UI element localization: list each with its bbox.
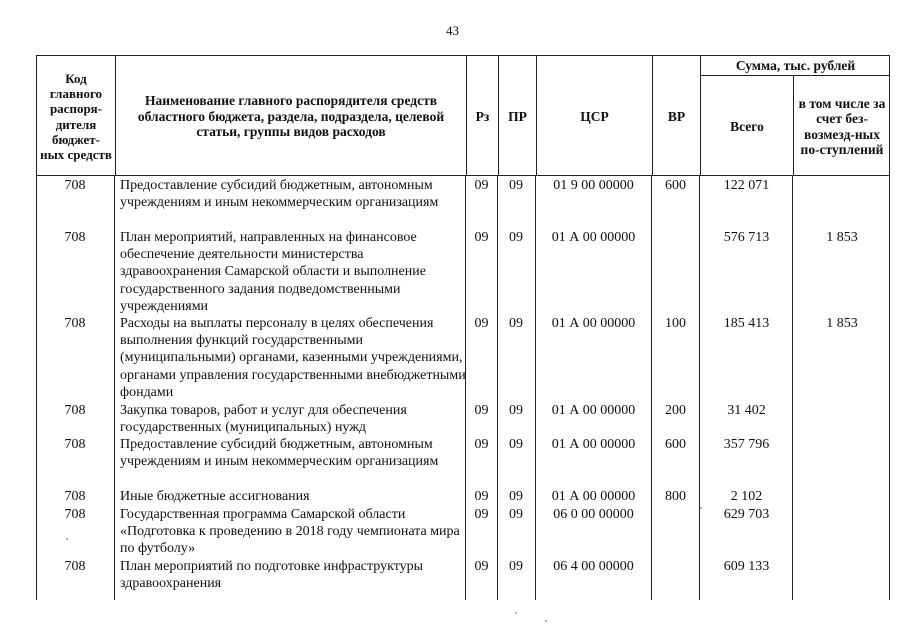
cell-csr: 01 А 00 00000 xyxy=(551,403,636,418)
cell-rz: 09 xyxy=(474,489,489,504)
cell-csr: 01 А 00 00000 xyxy=(551,230,636,245)
cell-pr: 09 xyxy=(509,489,523,504)
cell-total: 629 703 xyxy=(723,507,770,522)
header-rz: Рз xyxy=(475,108,490,124)
cell-code: 708 xyxy=(64,559,86,574)
cell-code: 708 xyxy=(64,437,86,452)
cell-code: 708 xyxy=(64,178,86,193)
cell-vr: 600 xyxy=(665,178,686,193)
cell-rz: 09 xyxy=(474,403,489,418)
cell-name: Предоставление субсидий бюджетным, автономным учреждениям и иным некоммерческим организациям xyxy=(120,437,439,470)
cell-name: Расходы на выплаты персоналу в целях обеспечения выполнения функций государственными (муниципальными) органами, казенными учреждениями, органами управления государственными внебюджетными фондами xyxy=(120,316,466,400)
scan-speck xyxy=(515,612,517,614)
header-name: Наименование главного распорядителя средств областного бюджета, раздела, подраздела, целевой статьи, группы видов расходов xyxy=(137,93,445,140)
cell-csr: 06 0 00 00000 xyxy=(553,507,634,522)
cell-vr: 600 xyxy=(665,437,686,452)
cell-pr: 09 xyxy=(509,437,523,452)
cell-code: 708 xyxy=(64,230,86,245)
header-vr: ВР xyxy=(667,108,686,124)
cell-vr: 800 xyxy=(665,489,686,504)
cell-name: План мероприятий по подготовке инфраструктуры здравоохранения xyxy=(120,559,424,592)
cell-free: 1 853 xyxy=(826,230,858,245)
cell-total: 576 713 xyxy=(723,230,770,245)
cell-total: 31 402 xyxy=(727,403,766,418)
header-total: Всего xyxy=(730,118,764,134)
cell-total: 609 133 xyxy=(723,559,770,574)
table-header xyxy=(36,55,890,176)
cell-pr: 09 xyxy=(509,178,523,193)
cell-pr: 09 xyxy=(509,230,523,245)
cell-pr: 09 xyxy=(509,507,523,522)
cell-csr: 06 4 00 00000 xyxy=(553,559,634,574)
cell-name: Иные бюджетные ассигнования xyxy=(120,489,310,504)
header-free: в том числе за счет без-возмезд-ных по-ступлений xyxy=(798,95,886,157)
cell-rz: 09 xyxy=(474,559,489,574)
cell-vr: 200 xyxy=(665,403,686,418)
scan-speck xyxy=(545,620,547,622)
cell-csr: 01 А 00 00000 xyxy=(551,437,636,452)
cell-code: 708 xyxy=(64,316,86,331)
header-csr: ЦСР xyxy=(580,108,609,124)
cell-total: 2 102 xyxy=(730,489,763,504)
header-sum-group: Сумма, тыс. рублей xyxy=(735,57,856,73)
cell-vr: 100 xyxy=(665,316,686,331)
header-pr: ПР xyxy=(508,108,527,124)
cell-name: План мероприятий, направленных на финансовое обеспечение деятельности министерства здравоохранения Самарской области и выполнение государственного задания подведомственными учреждениями xyxy=(120,230,426,314)
cell-csr: 01 А 00 00000 xyxy=(551,489,636,504)
cell-name: Государственная программа Самарской области «Подготовка к проведению в 2018 году чемпионата мира по футболу» xyxy=(120,507,460,557)
cell-total: 357 796 xyxy=(723,437,770,452)
cell-code: 708 xyxy=(64,403,86,418)
cell-rz: 09 xyxy=(474,230,489,245)
cell-name: Закупка товаров, работ и услуг для обеспечения государственных (муниципальных) нужд xyxy=(120,403,407,436)
cell-total: 185 413 xyxy=(723,316,770,331)
cell-rz: 09 xyxy=(474,507,489,522)
scan-speck xyxy=(66,538,68,540)
cell-csr: 01 9 00 00000 xyxy=(553,178,634,193)
cell-pr: 09 xyxy=(509,316,523,331)
cell-pr: 09 xyxy=(509,559,523,574)
cell-free: 1 853 xyxy=(826,316,858,331)
cell-code: 708 xyxy=(64,507,86,522)
cell-code: 708 xyxy=(64,489,86,504)
page-number: 43 xyxy=(446,23,459,38)
body-divider xyxy=(114,176,115,600)
cell-pr: 09 xyxy=(509,403,523,418)
header-code: Код главного распоря-дителя бюджет-ных средств xyxy=(40,70,112,163)
cell-total: 122 071 xyxy=(723,178,770,193)
scan-speck xyxy=(700,507,702,509)
cell-name: Предоставление субсидий бюджетным, автономным учреждениям и иным некоммерческим организациям xyxy=(120,178,439,211)
cell-rz: 09 xyxy=(474,178,489,193)
cell-rz: 09 xyxy=(474,437,489,452)
cell-rz: 09 xyxy=(474,316,489,331)
cell-csr: 01 А 00 00000 xyxy=(551,316,636,331)
